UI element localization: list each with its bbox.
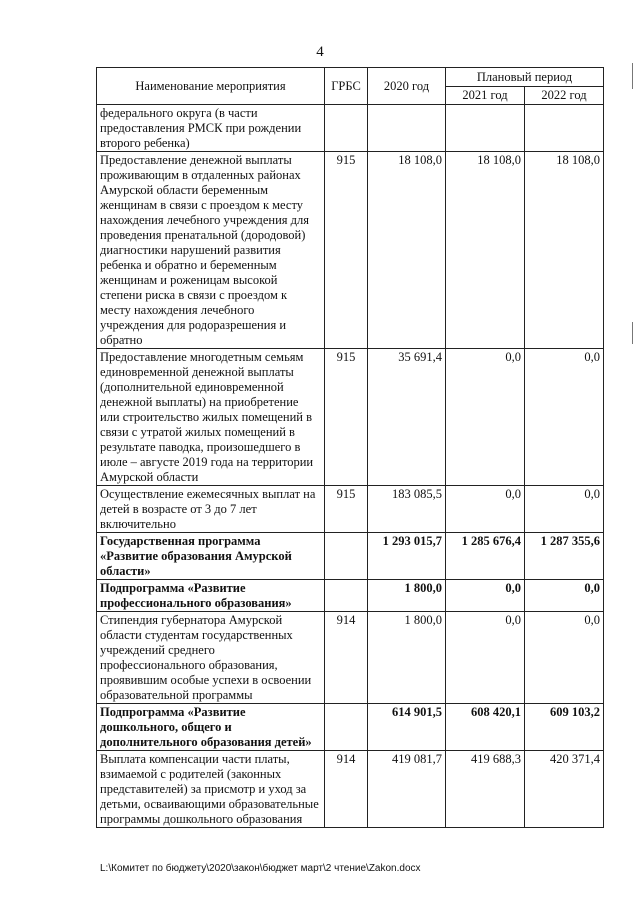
cell-2021: 1 285 676,4 [446,533,525,580]
scan-mark [632,63,633,89]
cell-name: Осуществление ежемесячных выплат на детей в возрасте от 3 до 7 лет включительно [97,486,325,533]
cell-2021: 0,0 [446,612,525,704]
header-name: Наименование мероприятия [97,68,325,105]
cell-2020: 1 800,0 [368,580,446,612]
table-row [97,704,604,751]
cell-2020: 1 293 015,7 [368,533,446,580]
cell-2020 [368,105,446,152]
scan-mark [632,322,633,344]
cell-2020: 419 081,7 [368,751,446,828]
cell-2021: 419 688,3 [446,751,525,828]
cell-2022: 18 108,0 [525,152,604,349]
cell-name: Выплата компенсации части платы, взимаемой с родителей (законных представителей) за присмотр и уход за детьми, осваивающими образовательные программы дошкольного образования [97,751,325,828]
cell-2020: 183 085,5 [368,486,446,533]
cell-grbs: 914 [325,751,368,828]
table-row [97,349,604,486]
cell-2021: 0,0 [446,486,525,533]
table-row [97,533,604,580]
table-header [97,68,604,105]
cell-name: Предоставление многодетным семьям единовременной денежной выплаты (дополнительной единовременной денежной выплаты) на приобретение или строительство жилых помещений в связи с утратой жилых помещений в результате паводка, произошедшего в июле – августе 2019 года на территории Амурской области [97,349,325,486]
cell-grbs: 915 [325,486,368,533]
header-2020: 2020 год [368,68,446,105]
table-row [97,580,604,612]
cell-2020: 18 108,0 [368,152,446,349]
cell-2022: 1 287 355,6 [525,533,604,580]
cell-grbs [325,105,368,152]
cell-2022: 0,0 [525,612,604,704]
cell-2020: 614 901,5 [368,704,446,751]
cell-grbs [325,533,368,580]
cell-2021: 608 420,1 [446,704,525,751]
cell-name: федерального округа (в части предоставления РМСК при рождении второго ребенка) [97,105,325,152]
header-2022: 2022 год [525,87,604,105]
table-row [97,152,604,349]
cell-2020: 35 691,4 [368,349,446,486]
page-number: 4 [316,44,324,60]
cell-2022: 0,0 [525,349,604,486]
cell-2022: 420 371,4 [525,751,604,828]
table-row [97,612,604,704]
cell-name: Предоставление денежной выплаты проживающим в отдаленных районах Амурской области беременным женщинам в связи с проездом к месту нахождения лечебного учреждения для проведения пренатальной (дородовой) диагностики нарушений развития ребенка и обратно и беременным женщинам и роженицам высокой степени риска в связи с проездом к месту нахождения лечебного учреждения для родоразрешения и обратно [97,152,325,349]
table-row [97,751,604,828]
cell-name: Подпрограмма «Развитие дошкольного, общего и дополнительного образования детей» [97,704,325,751]
cell-name: Стипендия губернатора Амурской области студентам государственных учреждений среднего профессионального образования, проявившим особые успехи в освоении образовательной программы [97,612,325,704]
cell-2021: 0,0 [446,580,525,612]
cell-2022: 0,0 [525,580,604,612]
cell-grbs: 915 [325,349,368,486]
header-grbs: ГРБС [325,68,368,105]
cell-grbs: 914 [325,612,368,704]
cell-grbs [325,580,368,612]
header-planned-period: Плановый период [446,68,604,87]
budget-table [96,67,604,828]
cell-2020: 1 800,0 [368,612,446,704]
cell-2022: 0,0 [525,486,604,533]
cell-2021 [446,105,525,152]
cell-grbs [325,704,368,751]
cell-2022: 609 103,2 [525,704,604,751]
table-row [97,486,604,533]
cell-2021: 18 108,0 [446,152,525,349]
cell-grbs: 915 [325,152,368,349]
file-path-footer: L:\Комитет по бюджету\2020\закон\бюджет март\2 чтение\Zakon.docx [100,863,421,874]
header-2021: 2021 год [446,87,525,105]
cell-2022 [525,105,604,152]
cell-name: Подпрограмма «Развитие профессионального образования» [97,580,325,612]
table-row [97,105,604,152]
cell-2021: 0,0 [446,349,525,486]
table-body [97,105,604,828]
cell-name: Государственная программа «Развитие образования Амурской области» [97,533,325,580]
